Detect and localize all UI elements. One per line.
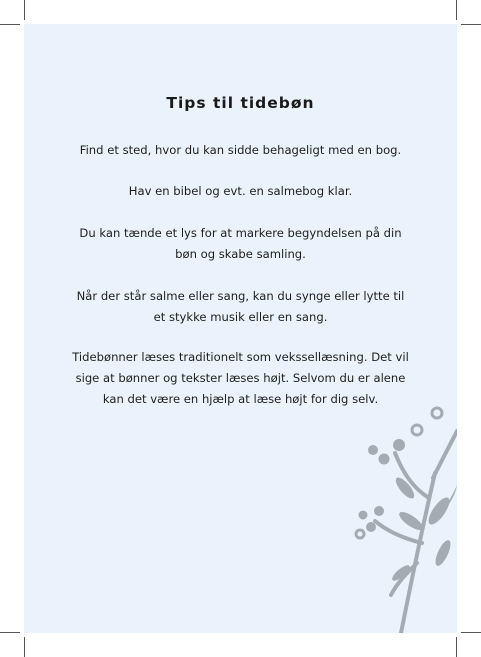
botanical-branch-icon — [347, 403, 457, 633]
paragraph-line: et stykke musik eller en sang. — [153, 310, 328, 324]
crop-mark-top-left-vertical — [24, 0, 25, 20]
crop-mark-top-right-vertical — [456, 0, 457, 20]
page-card — [24, 24, 457, 633]
paragraph-bible — [24, 181, 457, 202]
paragraph-find-place — [24, 140, 457, 161]
paragraph-line: kan det være en hjælp at læse højt for dig selv. — [102, 392, 379, 406]
crop-mark-bottom-right-vertical — [456, 637, 457, 657]
crop-mark-bottom-left-horizontal — [0, 632, 20, 633]
paragraph-line: Tidebønner læses traditionelt som vekssellæsning. Det vil — [72, 350, 409, 364]
paragraph-line: sige at bønner og tekster læses højt. Selvom du er alene — [75, 371, 406, 385]
paragraph-line: bøn og skabe samling. — [175, 247, 306, 261]
paragraph-hymn — [24, 286, 457, 328]
crop-mark-bottom-right-horizontal — [461, 632, 481, 633]
paragraph-candle — [24, 223, 457, 265]
paragraph-reading — [24, 347, 457, 410]
page-title: Tips til tidebøn — [166, 94, 315, 112]
paragraph-line: Find et sted, hvor du kan sidde behageligt med en bog. — [79, 143, 402, 157]
paragraph-line: Når der står salme eller sang, kan du synge eller lytte til — [76, 289, 405, 303]
crop-mark-top-left-horizontal — [0, 24, 20, 25]
paragraph-line: Du kan tænde et lys for at markere begyndelsen på din — [79, 226, 402, 240]
crop-mark-top-right-horizontal — [461, 24, 481, 25]
paragraph-line: Hav en bibel og evt. en salmebog klar. — [128, 184, 353, 198]
crop-mark-bottom-left-vertical — [24, 637, 25, 657]
